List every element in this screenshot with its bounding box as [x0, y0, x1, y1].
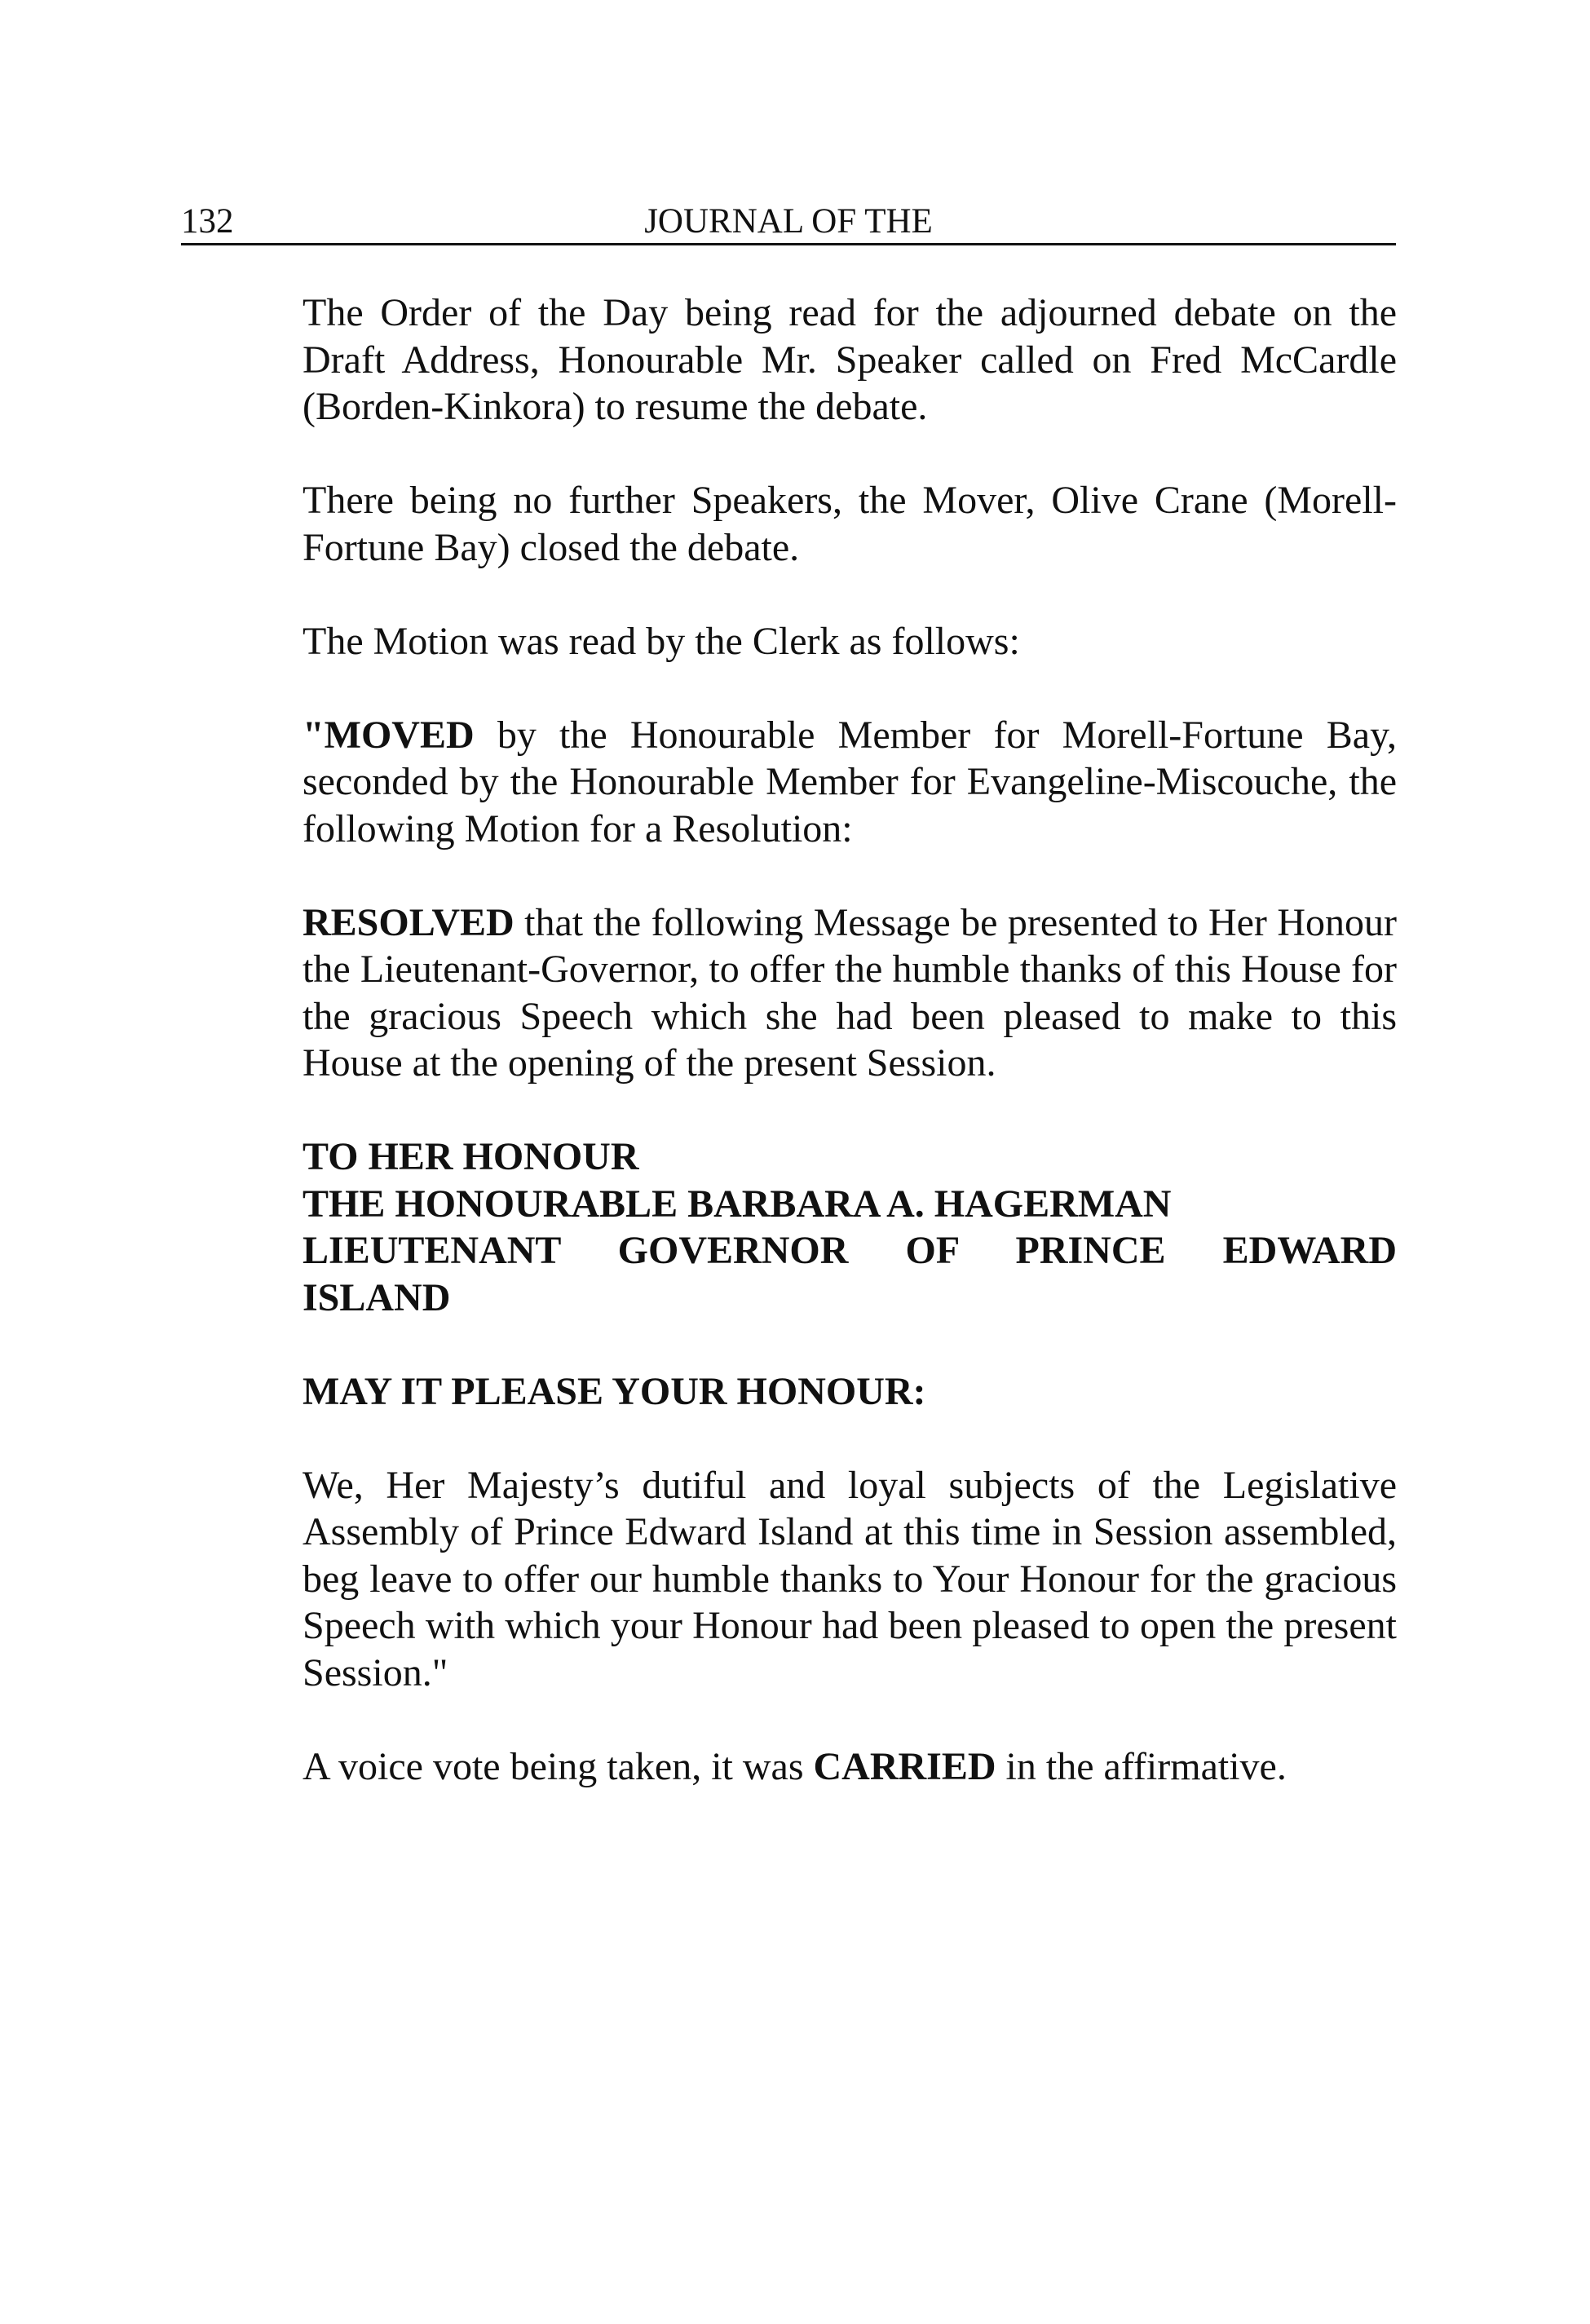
- paragraph-order-of-day: The Order of the Day being read for the adjourned debate on the Draft Address, Honourable Mr. Speaker called on Fred McCardle (Borden-Kinkora) to resume the debate.: [303, 291, 1397, 428]
- salutation: MAY IT PLEASE YOUR HONOUR:: [303, 1369, 926, 1413]
- paragraph-motion-read: The Motion was read by the Clerk as follows:: [303, 619, 1020, 663]
- running-head: JOURNAL OF THE: [644, 202, 933, 241]
- address-line-1: TO HER HONOUR: [303, 1135, 639, 1178]
- page-header: [181, 201, 1396, 245]
- moved-text: by the Honourable Member for Morell-Fortune Bay, seconded by the Honourable Member for Evangeline-Miscouche, the following Motion for a Resolution:: [303, 713, 1397, 851]
- journal-body: [303, 289, 1397, 1837]
- carried-label: CARRIED: [813, 1744, 996, 1788]
- paragraph-resolved: [303, 899, 1397, 1087]
- paragraph-moved: [303, 712, 1397, 853]
- vote-text-rest: in the affirmative.: [996, 1744, 1287, 1788]
- paragraph-voice-vote: [303, 1743, 1397, 1791]
- paragraph-no-further-speakers: There being no further Speakers, the Mover, Olive Crane (Morell-Fortune Bay) closed the debate.: [303, 479, 1397, 569]
- moved-label: "MOVED: [303, 713, 475, 757]
- paragraph-address-text: We, Her Majesty’s dutiful and loyal subjects of the Legislative Assembly of Prince Edward Island at this time in Session assembled, beg leave to offer our humble thanks to Your Honour for the gracious Speech with which your Honour had been pleased to open the present Session.": [303, 1463, 1397, 1694]
- address-block: [303, 1133, 1397, 1321]
- address-line-3: LIEUTENANT GOVERNOR OF PRINCE EDWARD: [303, 1229, 1397, 1272]
- vote-text-lead: A voice vote being taken, it was: [303, 1744, 814, 1788]
- address-line-4: ISLAND: [303, 1275, 451, 1319]
- resolved-text: that the following Message be presented to Her Honour the Lieutenant-Governor, to offer the humble thanks of this House for the gracious Speech which she had been pleased to make to this House at the opening of the present Session.: [303, 900, 1397, 1085]
- address-line-2: THE HONOURABLE BARBARA A. HAGERMAN: [303, 1182, 1172, 1226]
- page-number: 132: [181, 202, 234, 241]
- resolved-label: RESOLVED: [303, 900, 515, 944]
